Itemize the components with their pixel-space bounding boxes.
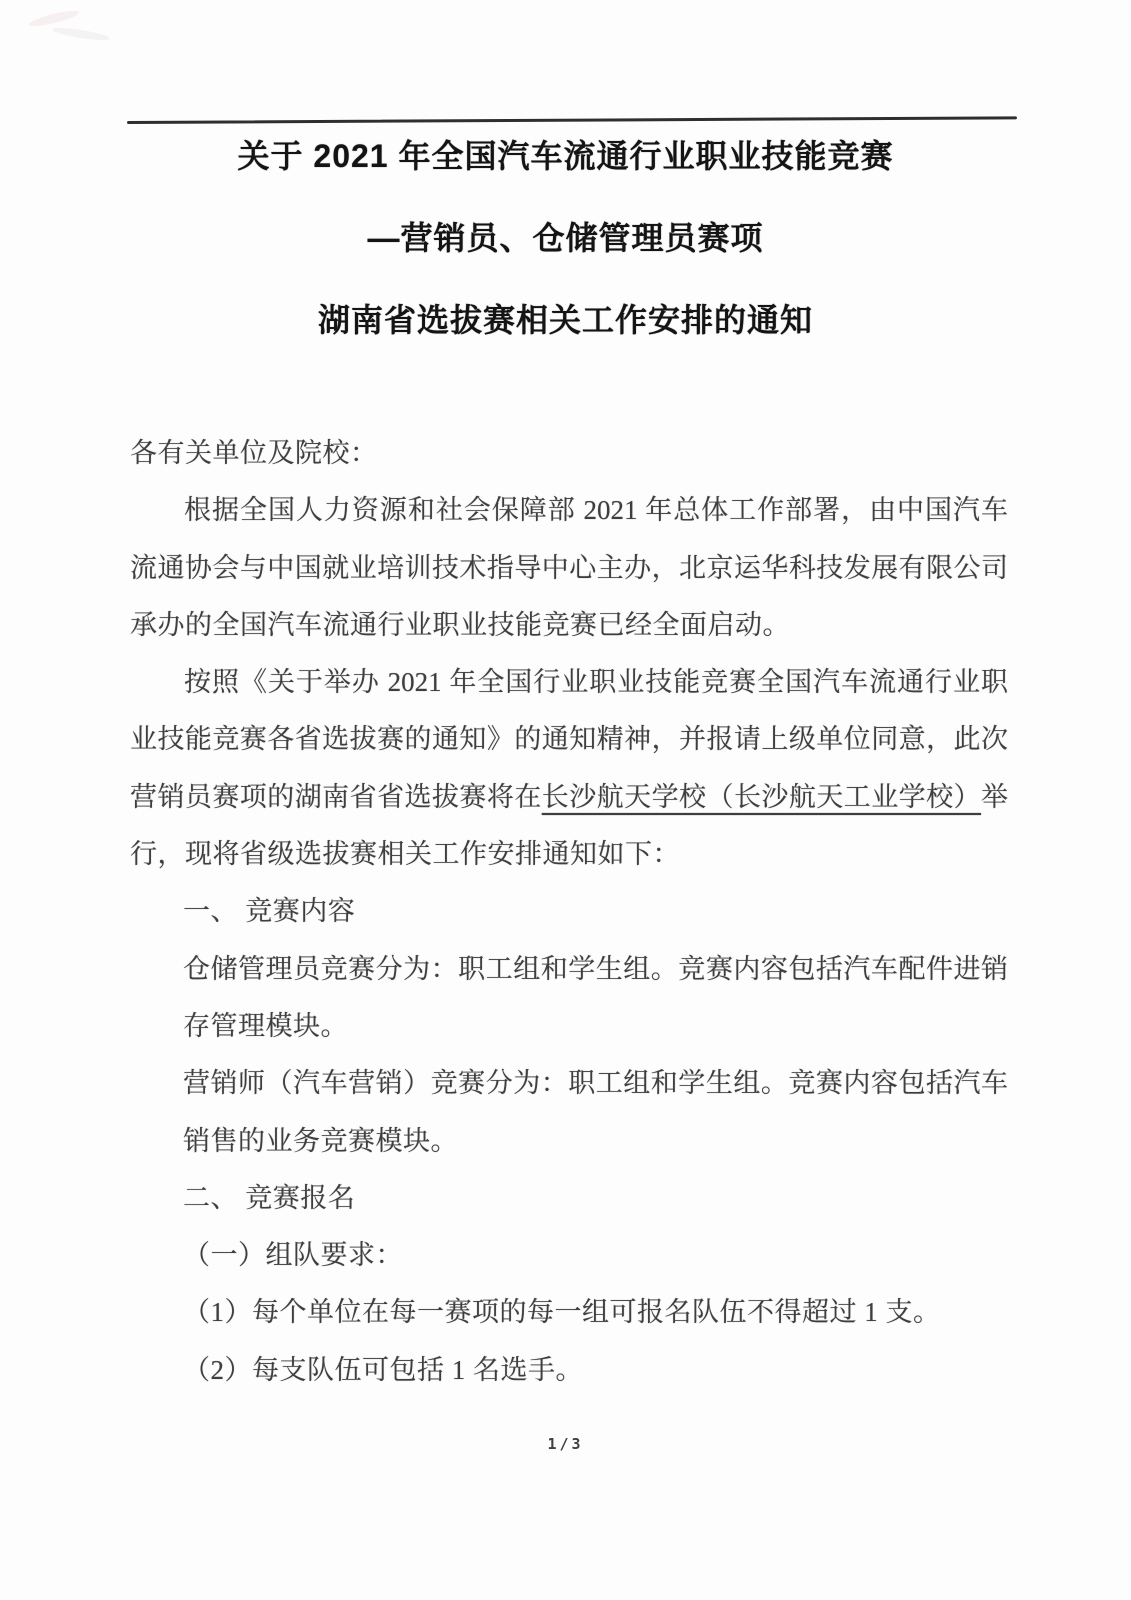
section-2-heading: 二、 竞赛报名 [183, 1182, 356, 1213]
paragraph-1-line-3: 承办的全国汽车流通行业职业技能竞赛已经全面启动。 [130, 609, 790, 640]
team-requirements-heading: （一）组队要求： [183, 1240, 403, 1271]
requirement-item-1: （1）每个单位在每一赛项的每一组可报名队伍不得超过 1 支。 [183, 1297, 941, 1328]
scan-artifact-smudge [28, 8, 81, 29]
section-1-paragraph-2-line-1: 营销师（汽车营销）竞赛分为：职工组和学生组。竞赛内容包括汽车 [183, 1068, 1008, 1099]
title-line-3: 湖南省选拔赛相关工作安排的通知 [317, 302, 813, 338]
document-title [0, 115, 1131, 361]
section-1-paragraph-2-line-2: 销售的业务竞赛模块。 [183, 1125, 458, 1156]
title-line-2: —营销员、仓储管理员赛项 [367, 220, 764, 256]
section-1-paragraph-1-line-2: 存管理模块。 [183, 1010, 348, 1041]
scan-artifact-smudge [52, 26, 111, 43]
paragraph-1-line-2: 流通协会与中国就业培训技术指导中心主办，北京运华科技发展有限公司 [130, 552, 1008, 583]
requirement-item-2: （2）每支队伍可包括 1 名选手。 [183, 1354, 583, 1385]
section-1-paragraph-1-line-1: 仓储管理员竞赛分为：职工组和学生组。竞赛内容包括汽车配件进销 [183, 953, 1008, 984]
venue-line-suffix: 举 [981, 781, 1009, 812]
venue-underlined-text: 长沙航天学校（长沙航天工业学校） [541, 781, 982, 812]
document-body [130, 425, 1008, 1399]
paragraph-2-line-3-venue-line [130, 769, 1008, 826]
paragraph-2-line-2: 业技能竞赛各省选拔赛的通知》的通知精神，并报请上级单位同意，此次 [130, 724, 1008, 755]
title-line-1: 关于 2021 年全国汽车流通行业职业技能竞赛 [237, 138, 894, 174]
paragraph-2-line-4: 行，现将省级选拔赛相关工作安排通知如下： [130, 839, 680, 870]
page-number: 1/3 [547, 1435, 584, 1453]
venue-line-prefix: 营销员赛项的湖南省省选拔赛将在 [130, 781, 542, 812]
salutation-line: 各有关单位及院校： [130, 438, 378, 468]
paragraph-2-line-1: 按照《关于举办 2021 年全国行业职业技能竞赛全国汽车流通行业职 [184, 667, 1008, 698]
paragraph-1-line-1: 根据全国人力资源和社会保障部 2021 年总体工作部署，由中国汽车 [184, 495, 1008, 526]
section-1-heading: 一、 竞赛内容 [183, 896, 356, 927]
